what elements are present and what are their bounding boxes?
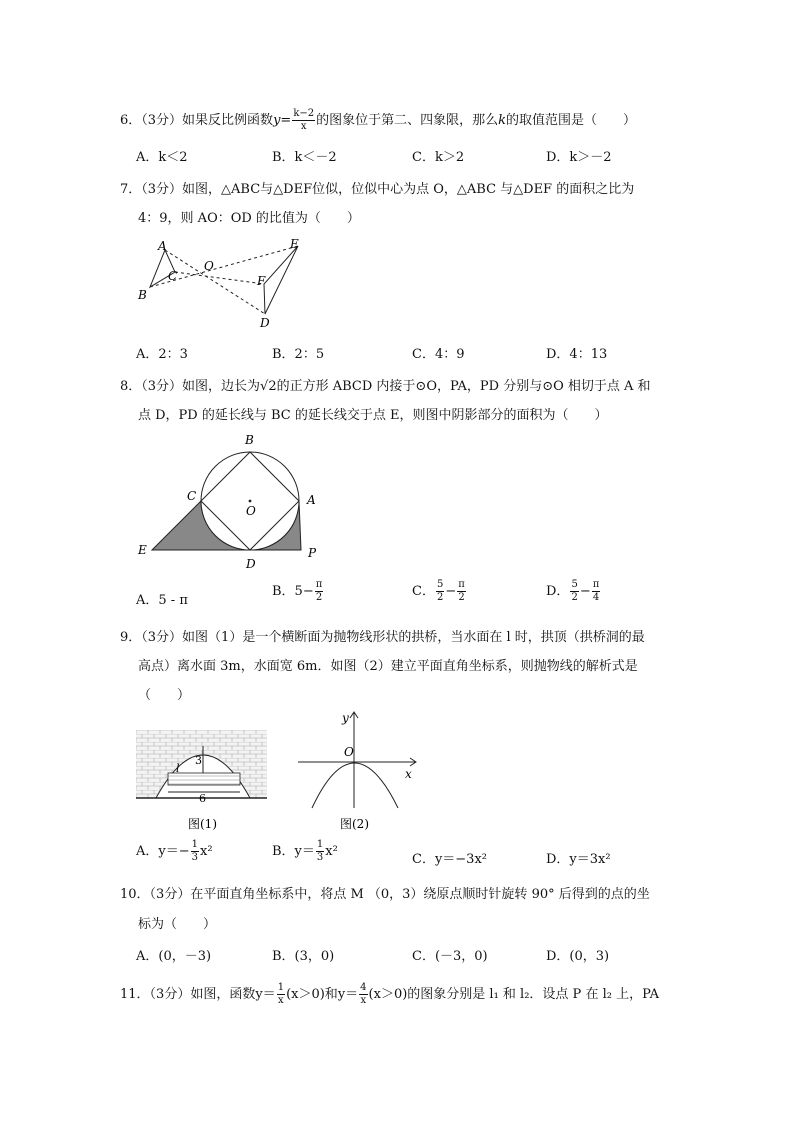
q9-stem-line3: （ ） — [138, 688, 191, 703]
q7-label-d: D — [260, 316, 270, 330]
q7-label-o: O — [204, 259, 214, 273]
q7-stem-line2: 4：9，则 AO：OD 的比值为（ ） — [138, 211, 360, 226]
q9-parabola — [312, 763, 398, 808]
q8-figure — [130, 428, 330, 578]
q6-number: 6．（3分） — [120, 113, 183, 128]
q9-origin: O — [344, 745, 354, 759]
q8-option-d[interactable]: D． $\frac{5}{2}$ − $\frac{\pi}{4}$ — [546, 579, 600, 603]
q10-stem-line1: 10．（3分）在平面直角坐标系中，将点 M （0，3）绕原点顺时针旋转 90° 后得到的点的坐 — [120, 887, 650, 902]
q8-option-a[interactable]: A．5 - π — [136, 593, 188, 608]
q9-mark-3: 3 — [195, 754, 202, 767]
q8-stem-line2: 点 D，PD 的延长线与 BC 的延长线交于点 E，则图中阴影部分的面积为（ ） — [138, 408, 608, 423]
q9-axis-y: y — [342, 711, 349, 725]
q9-fig2-label: 图(2) — [340, 817, 369, 831]
q9-stem-line2: 高点）离水面 3m，水面宽 6m．如图（2）建立平面直角坐标系，则抛物线的解析式是 — [138, 659, 638, 674]
q8-label-e: E — [138, 543, 147, 557]
q10-option-c[interactable]: C．(－3，0) — [412, 949, 488, 964]
q8-label-p: P — [308, 546, 317, 560]
q10-option-b[interactable]: B．(3，0) — [272, 949, 335, 964]
q6-option-d[interactable]: D．k＞－2 — [546, 150, 612, 165]
q9-option-a[interactable]: A．y＝− $\frac{1}{3}$ x² — [136, 839, 213, 863]
q9-figure-2 — [298, 708, 423, 836]
q8-option-b[interactable]: B．5− $\frac{\pi}{2}$ — [272, 579, 323, 603]
q6-option-a[interactable]: A．k＜2 — [136, 150, 188, 165]
q7-triangle-def — [264, 246, 298, 314]
q7-label-a: A — [158, 239, 167, 253]
q6-option-b[interactable]: B．k＜－2 — [272, 150, 337, 165]
q10-option-a[interactable]: A．(0，－3) — [136, 949, 212, 964]
q8-stem-line1: 8．（3分）如图，边长为√2的正方形 ABCD 内接于⊙O，PA，PD 分别与⊙O 相切于点 A 和 — [120, 379, 651, 394]
q9-mark-6: 6 — [199, 792, 206, 805]
q7-label-e: E — [290, 237, 299, 251]
q6-stem: 6．（3分）如果反比例函数y= $\frac{k-2}{x}$ 的图象位于第二、四象限，那么k的取值范围是（ ） — [120, 108, 637, 132]
q7-option-a[interactable]: A．2：3 — [136, 347, 188, 362]
q7-label-f: F — [257, 274, 266, 288]
q8-option-c[interactable]: C． $\frac{5}{2}$ − $\frac{\pi}{2}$ — [412, 579, 465, 603]
q6-fraction: $\frac{k-2}{x}$ — [293, 108, 315, 132]
q7-option-d[interactable]: D．4：13 — [546, 347, 608, 362]
q9-mark-l: l — [176, 762, 180, 775]
q8-label-b: B — [245, 433, 254, 447]
q8-label-c: C — [187, 489, 197, 503]
q10-stem-line2: 标为（ ） — [138, 917, 217, 932]
q7-label-b: B — [138, 288, 147, 302]
q9-axis-x: x — [405, 767, 412, 781]
q9-option-d[interactable]: D．y＝3x² — [546, 852, 611, 867]
q7-figure — [130, 232, 330, 332]
q8-label-o: O — [246, 504, 256, 518]
q10-option-d[interactable]: D．(0，3) — [546, 949, 610, 964]
q8-label-d: D — [246, 557, 256, 571]
q9-option-c[interactable]: C．y＝−3x² — [412, 852, 487, 867]
q9-stem-line1: 9．（3分）如图（1）是一个横断面为抛物线形状的拱桥，当水面在 l 时，拱顶（拱桥洞的最 — [120, 630, 645, 645]
q9-option-b[interactable]: B．y＝ $\frac{1}{3}$ x² — [272, 839, 338, 863]
q7-option-c[interactable]: C．4：9 — [412, 347, 465, 362]
q9-fig1-label: 图(1) — [188, 817, 217, 831]
q7-option-b[interactable]: B．2：5 — [272, 347, 325, 362]
sqrt-two: √2 — [260, 379, 277, 394]
q7-label-c: C — [168, 269, 178, 283]
q7-stem-line1: 7．（3分）如图，△ABC与△DEF位似，位似中心为点 O，△ABC 与△DEF 的面积之比为 — [120, 182, 635, 197]
q9-figure-1 — [136, 726, 271, 836]
q8-label-a: A — [307, 493, 316, 507]
q11-stem: 11．（3分）如图，函数y＝ $\frac{1}{x}$ (x＞0)和y＝ $\frac{4}{x}$ (x＞0)的图象分别是 l₁ 和 l₂．设点 P 在 l₂ 上，PA — [120, 982, 660, 1006]
q6-option-c[interactable]: C．k＞2 — [412, 150, 465, 165]
